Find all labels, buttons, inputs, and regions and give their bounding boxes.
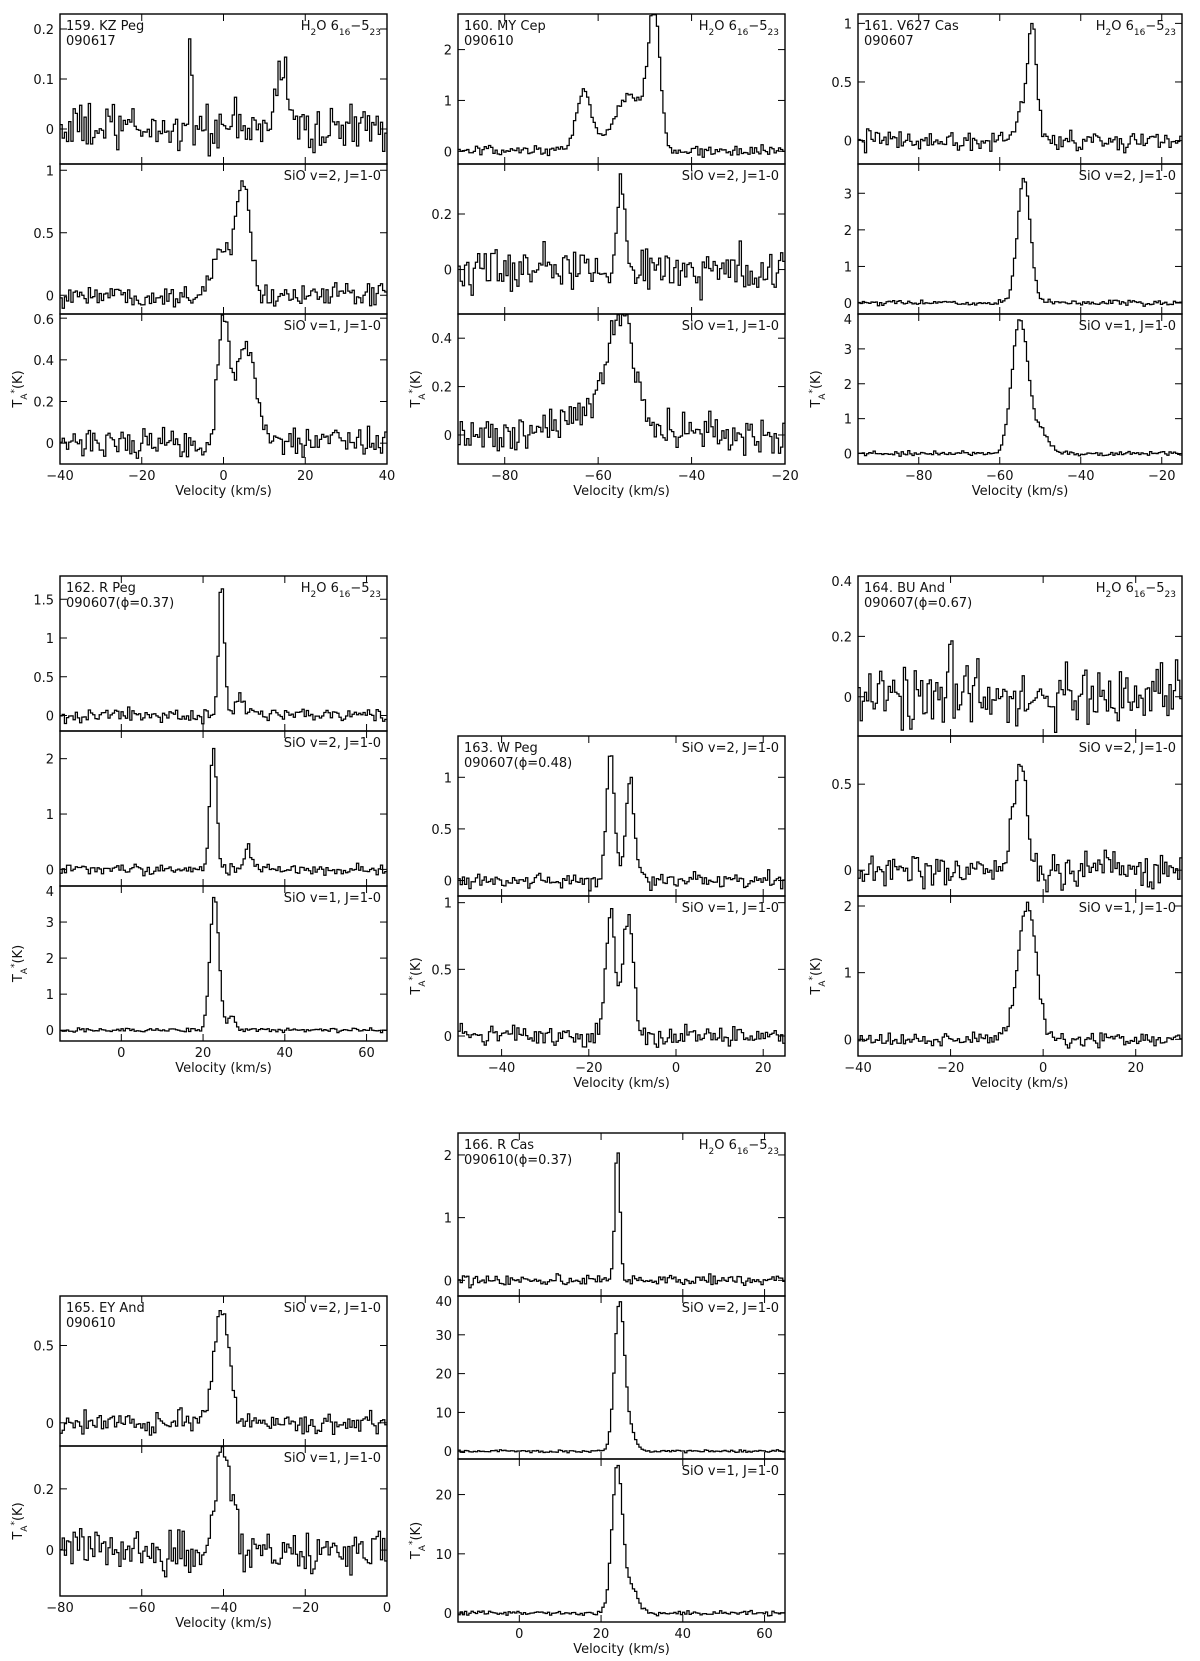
- transition-label: SiO v=1, J=1-0: [283, 319, 381, 334]
- y-tick-label: 0.6: [33, 313, 54, 328]
- y-tick-label: 0: [443, 1445, 452, 1461]
- y-tick-label: 0.2: [431, 380, 452, 396]
- transition-label: $H_2O$ $6_{16}-5_{23}$: [698, 1138, 779, 1157]
- source-name: 165. EY And: [66, 1301, 145, 1316]
- x-tick-label: −20: [575, 1061, 603, 1076]
- transition-label: $H_2O$ $6_{16}-5_{23}$: [1095, 19, 1176, 38]
- x-axis-title: Velocity (km/s): [175, 1616, 272, 1631]
- x-tick-label: −60: [128, 1601, 156, 1616]
- svg-text:TA*(K): $T_A^*(K)$: [808, 957, 828, 995]
- observation-date: 090610: [66, 1316, 116, 1331]
- y-tick-label: 1: [45, 164, 54, 180]
- x-tick-label: −40: [46, 469, 74, 484]
- svg-text:TA*(K): $T_A^*(K)$: [808, 370, 828, 408]
- y-tick-label: 0: [443, 1607, 452, 1623]
- y-tick-label: 2: [45, 952, 54, 968]
- y-tick-label: 3: [45, 916, 54, 932]
- y-tick-label: 4: [45, 885, 54, 900]
- y-tick-label: 0.5: [431, 963, 452, 979]
- x-tick-label: 40: [276, 1046, 294, 1061]
- y-tick-label: 0: [843, 864, 852, 880]
- observation-date: 090607(ϕ=0.48): [464, 756, 573, 771]
- svg-text:TA*(K): $T_A^*(K)$: [408, 957, 428, 995]
- source-name: 160. MY Cep: [464, 19, 546, 34]
- y-tick-label: 1: [443, 771, 452, 787]
- transition-label: SiO v=2, J=1-0: [1078, 741, 1176, 756]
- observation-date: 090617: [66, 34, 116, 49]
- observation-date: 090607: [864, 34, 914, 49]
- transition-label: SiO v=1, J=1-0: [681, 901, 779, 916]
- x-tick-label: −20: [291, 1601, 319, 1616]
- x-axis-title: Velocity (km/s): [573, 1642, 670, 1657]
- transition-label: SiO v=2, J=1-0: [283, 169, 381, 184]
- y-tick-label: 0: [45, 1544, 54, 1560]
- source-name: 161. V627 Cas: [864, 19, 959, 34]
- y-tick-label: 0: [843, 690, 852, 706]
- y-tick-label: 0.2: [33, 23, 54, 38]
- y-tick-label: 20: [435, 1488, 452, 1504]
- x-axis-title: Velocity (km/s): [573, 484, 670, 499]
- y-tick-label: 30: [435, 1328, 452, 1344]
- x-tick-label: 0: [671, 1061, 681, 1076]
- x-tick-label: 60: [358, 1046, 375, 1061]
- y-tick-label: 0.4: [431, 332, 452, 348]
- y-tick-label: 1: [443, 896, 452, 912]
- x-axis-title: Velocity (km/s): [573, 1076, 670, 1091]
- transition-label: $H_2O$ $6_{16}-5_{23}$: [1095, 581, 1176, 600]
- x-tick-label: −80: [490, 469, 519, 484]
- x-tick-label: −40: [844, 1061, 872, 1076]
- y-tick-label: 3: [843, 342, 852, 358]
- x-tick-label: −20: [771, 469, 799, 484]
- transition-label: SiO v=2, J=1-0: [681, 741, 779, 756]
- x-tick-label: 20: [754, 1061, 772, 1076]
- y-tick-label: 0.5: [431, 822, 452, 838]
- y-tick-label: 0.5: [33, 1339, 54, 1355]
- x-tick-label: −20: [936, 1061, 965, 1076]
- x-tick-label: −60: [584, 469, 612, 484]
- x-axis-title: Velocity (km/s): [971, 484, 1069, 499]
- y-tick-label: 0: [443, 428, 452, 444]
- y-tick-label: 0.2: [831, 630, 852, 646]
- y-tick-label: 0: [443, 874, 452, 890]
- x-tick-label: 20: [296, 469, 314, 484]
- y-tick-label: 2: [843, 377, 852, 393]
- svg-text:TA*(K): $T_A^*(K)$: [10, 1502, 30, 1540]
- observation-date: 090607(ϕ=0.37): [66, 596, 175, 611]
- y-tick-label: 0.1: [33, 73, 54, 88]
- y-tick-label: 0: [45, 437, 54, 453]
- y-tick-label: 0: [843, 297, 852, 313]
- y-tick-label: 0: [45, 123, 54, 138]
- y-tick-label: 1: [45, 808, 54, 824]
- svg-text:TA*(K): $T_A^*(K)$: [408, 1521, 428, 1560]
- y-tick-label: 1: [843, 966, 852, 982]
- y-tick-label: 0.5: [831, 778, 852, 794]
- x-tick-label: −80: [46, 1601, 74, 1616]
- y-tick-label: 1: [443, 94, 452, 110]
- y-tick-label: 0: [45, 709, 54, 725]
- x-tick-label: −20: [128, 469, 156, 484]
- svg-text:TA*(K): $T_A^*(K)$: [408, 370, 428, 408]
- y-tick-label: 2: [843, 223, 852, 239]
- y-tick-label: 0: [443, 145, 452, 161]
- x-tick-label: −40: [1067, 469, 1095, 484]
- x-tick-label: 60: [756, 1627, 773, 1642]
- x-axis-title: Velocity (km/s): [175, 484, 272, 499]
- x-tick-label: −40: [209, 1601, 238, 1616]
- y-tick-label: 0: [45, 1024, 54, 1040]
- y-tick-label: 2: [843, 900, 852, 915]
- x-tick-label: 40: [378, 469, 396, 484]
- x-tick-label: 20: [1127, 1061, 1144, 1076]
- observation-date: 090610: [464, 34, 514, 49]
- transition-label: SiO v=1, J=1-0: [681, 1464, 779, 1479]
- transition-label: SiO v=2, J=1-0: [1078, 169, 1176, 184]
- y-tick-label: 0: [843, 1033, 852, 1049]
- y-tick-label: 1: [443, 1211, 452, 1227]
- y-tick-label: 0.5: [831, 75, 852, 91]
- y-tick-label: 0.2: [33, 395, 54, 411]
- y-tick-label: 3: [843, 187, 852, 203]
- y-tick-label: 0.2: [431, 208, 452, 223]
- source-name: 159. KZ Peg: [66, 19, 145, 34]
- transition-label: SiO v=1, J=1-0: [283, 891, 381, 906]
- x-tick-label: 0: [382, 1601, 392, 1616]
- y-tick-label: 0: [443, 263, 452, 279]
- x-tick-label: 0: [515, 1627, 524, 1642]
- x-tick-label: 0: [117, 1046, 126, 1061]
- x-tick-label: −20: [1148, 469, 1176, 484]
- x-tick-label: −40: [677, 469, 706, 484]
- y-tick-label: 2: [443, 43, 452, 59]
- y-tick-label: 0: [45, 1416, 54, 1432]
- x-axis-title: Velocity (km/s): [971, 1076, 1069, 1091]
- y-tick-label: 10: [435, 1406, 452, 1422]
- y-tick-label: 0: [843, 134, 852, 150]
- x-tick-label: 20: [592, 1627, 610, 1642]
- y-tick-label: 2: [45, 752, 54, 768]
- y-tick-label: 0: [443, 1274, 452, 1290]
- y-tick-label: 1: [843, 260, 852, 276]
- y-tick-label: 0.5: [33, 226, 54, 242]
- observation-date: 090610(ϕ=0.37): [464, 1153, 573, 1168]
- source-name: 164. BU And: [864, 581, 946, 596]
- y-tick-label: 40: [435, 1295, 452, 1310]
- observation-date: 090607(ϕ=0.67): [864, 596, 973, 611]
- x-tick-label: −60: [986, 469, 1014, 484]
- svg-text:TA*(K): $T_A^*(K)$: [10, 370, 30, 408]
- source-name: 163. W Peg: [464, 741, 538, 756]
- x-tick-label: 0: [219, 469, 228, 484]
- x-tick-label: −40: [487, 1061, 516, 1076]
- y-tick-label: 4: [843, 313, 852, 328]
- transition-label: SiO v=2, J=1-0: [283, 1301, 381, 1316]
- y-tick-label: 1: [843, 412, 852, 428]
- y-tick-label: 0: [45, 289, 54, 305]
- y-tick-label: 20: [435, 1367, 452, 1383]
- x-tick-label: 20: [194, 1046, 212, 1061]
- transition-label: SiO v=1, J=1-0: [283, 1451, 381, 1466]
- y-tick-label: 2: [443, 1148, 452, 1164]
- x-tick-label: −80: [905, 469, 933, 484]
- x-tick-label: 40: [674, 1627, 692, 1642]
- y-tick-label: 1: [45, 988, 54, 1004]
- transition-label: $H_2O$ $6_{16}-5_{23}$: [300, 581, 381, 600]
- y-tick-label: 0: [45, 863, 54, 879]
- x-axis-title: Velocity (km/s): [175, 1061, 272, 1076]
- transition-label: $H_2O$ $6_{16}-5_{23}$: [300, 19, 381, 38]
- y-tick-label: 10: [435, 1547, 452, 1563]
- svg-text:TA*(K): $T_A^*(K)$: [10, 944, 30, 983]
- y-tick-label: 1: [45, 632, 54, 647]
- x-tick-label: 0: [1039, 1061, 1048, 1076]
- source-name: 166. R Cas: [464, 1138, 535, 1153]
- y-tick-label: 0: [443, 1030, 452, 1045]
- transition-label: SiO v=1, J=1-0: [1078, 901, 1176, 916]
- transition-label: SiO v=2, J=1-0: [681, 169, 779, 184]
- y-tick-label: 0.5: [33, 670, 54, 686]
- transition-label: SiO v=1, J=1-0: [1078, 319, 1176, 334]
- y-tick-label: 0.4: [33, 353, 54, 369]
- y-tick-label: 0.2: [33, 1482, 54, 1498]
- y-tick-label: 0.4: [831, 575, 852, 590]
- transition-label: SiO v=2, J=1-0: [283, 736, 381, 751]
- transition-label: SiO v=2, J=1-0: [681, 1301, 779, 1316]
- source-name: 162. R Peg: [66, 581, 136, 596]
- y-tick-label: 1.5: [33, 593, 54, 609]
- y-tick-label: 1: [843, 17, 852, 33]
- transition-label: SiO v=1, J=1-0: [681, 319, 779, 334]
- y-tick-label: 0: [843, 447, 852, 463]
- transition-label: $H_2O$ $6_{16}-5_{23}$: [698, 19, 779, 38]
